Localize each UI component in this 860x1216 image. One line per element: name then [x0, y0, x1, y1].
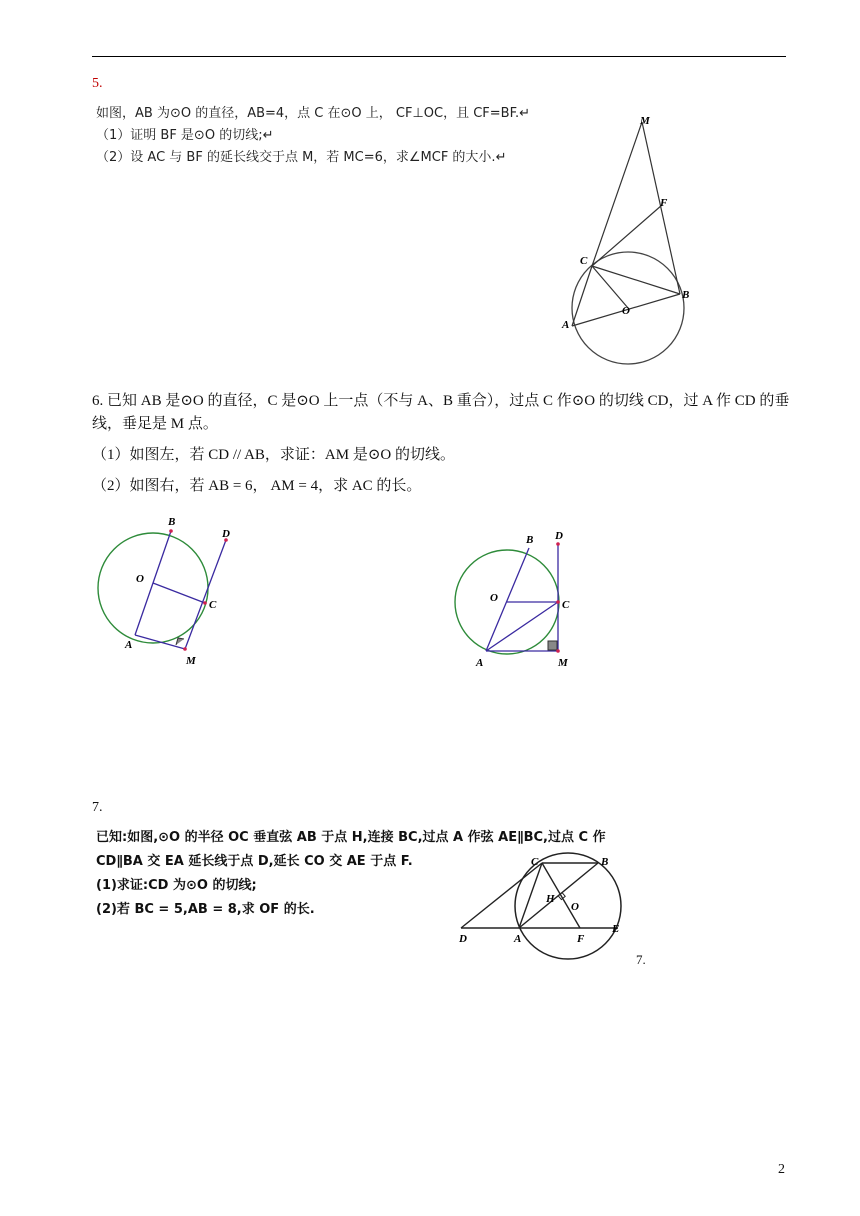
q6l-label-b: B	[168, 516, 176, 528]
question-6-text	[92, 390, 792, 498]
q6-part-2: （2）如图右，若 AB = 6， AM = 4，求 AC 的长。	[92, 478, 422, 494]
q7-label-b: B	[601, 856, 609, 868]
q5-lines	[572, 122, 680, 326]
q5-label-c: C	[580, 255, 588, 267]
q6l-label-d: D	[222, 528, 230, 540]
q6l-right-angle	[176, 638, 184, 645]
question-5-number: 5.	[92, 76, 103, 91]
q5-label-o: O	[622, 305, 630, 317]
q7-label-c: C	[531, 856, 539, 868]
q6l-label-c: C	[209, 599, 217, 611]
q6l-label-a: A	[125, 639, 133, 651]
q6r-label-m: M	[558, 657, 568, 669]
q6l-points	[169, 529, 228, 651]
q5-label-b: B	[682, 289, 690, 301]
q7-line-4: (2)若 BC = 5,AB = 8,求 OF 的长.	[96, 902, 315, 917]
q6r-label-o: O	[490, 592, 498, 604]
q7-figure-caption: 7.	[636, 952, 646, 967]
q6l-label-o: O	[136, 573, 144, 585]
q6r-right-angle	[548, 641, 557, 650]
q7-label-e: E	[612, 923, 620, 935]
q7-line-3: (1)求证:CD 为⊙O 的切线;	[96, 878, 257, 893]
header-rule	[92, 56, 786, 57]
q6-right-figure	[450, 528, 590, 673]
q7-figure	[455, 852, 635, 970]
q6r-label-b: B	[526, 534, 534, 546]
q6-part-1: （1）如图左，若 CD // AB，求证：AM 是⊙O 的切线。	[92, 447, 456, 463]
q5-label-f: F	[660, 197, 668, 209]
q5-figure	[560, 98, 710, 368]
q7-label-f: F	[577, 933, 585, 945]
q6r-label-d: D	[555, 530, 563, 542]
q5-line-3: （2）设 AC 与 BF 的延长线交于点 M，若 MC=6，求∠MCF 的大小.↵	[96, 150, 507, 165]
q7-line-2: CD∥BA 交 EA 延长线于点 D,延长 CO 交 AE 于点 F.	[96, 854, 413, 869]
q6l-circle	[98, 533, 208, 643]
q6r-label-a: A	[476, 657, 484, 669]
page-number: 2	[778, 1162, 785, 1177]
q5-label-m: M	[640, 115, 650, 127]
q7-line-1: 已知:如图,⊙O 的半径 OC 垂直弦 AB 于点 H,连接 BC,过点 A 作弦 AE∥BC,过点 C 作	[96, 830, 606, 845]
q7-label-h: H	[546, 893, 555, 905]
q5-line-2: （1）证明 BF 是⊙O 的切线;↵	[96, 128, 274, 143]
q5-line-1: 如图，AB 为⊙O 的直径，AB=4，点 C 在⊙O 上， CF⊥OC，且 CF=BF.↵	[96, 106, 531, 121]
q5-label-a: A	[562, 319, 570, 331]
q6-intro: 6. 已知 AB 是⊙O 的直径，C 是⊙O 上一点（不与 A、B 重合），过点 C 作⊙O 的切线 CD，过 A 作 CD 的垂线，垂足是 M 点。	[92, 393, 790, 432]
q6r-label-c: C	[562, 599, 570, 611]
question-5-text	[96, 103, 566, 169]
question-7-number: 7.	[92, 800, 103, 815]
q7-lines	[461, 863, 618, 928]
q6l-lines	[135, 531, 226, 649]
q7-circle	[515, 853, 621, 959]
q7-label-d: D	[459, 933, 467, 945]
q6-left-figure	[92, 512, 252, 672]
q6l-label-m: M	[186, 655, 196, 667]
q7-label-o: O	[571, 901, 579, 913]
q7-label-a: A	[514, 933, 522, 945]
